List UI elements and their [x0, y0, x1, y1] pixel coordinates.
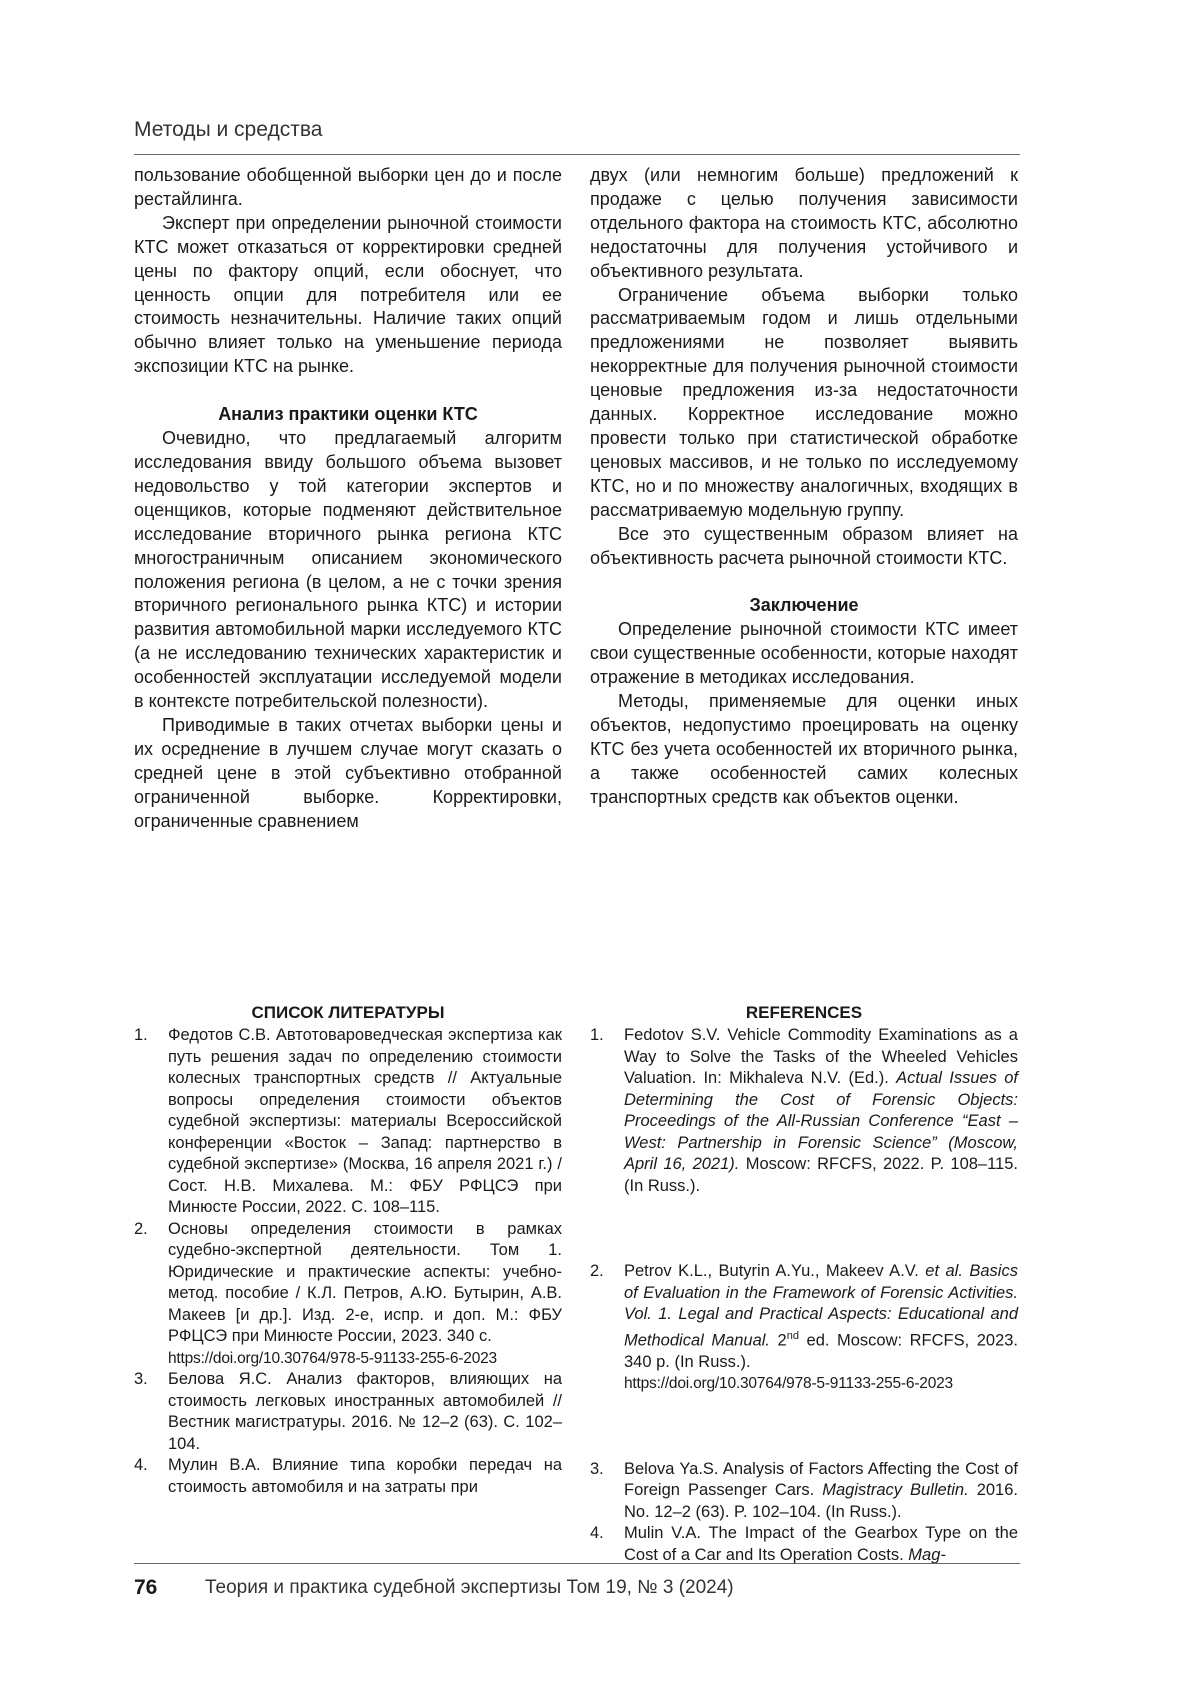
- references-ru-title: СПИСОК ЛИТЕРАТУРЫ: [251, 1003, 445, 1022]
- doi-link[interactable]: https://doi.org/10.30764/978-5-91133-255-6-2023: [168, 1349, 497, 1367]
- section-heading-conclusion: Заключение: [749, 595, 859, 616]
- references-ru: [134, 1002, 562, 1498]
- paragraph: пользование обобщенной выборки цен до и после рестайлинга.: [134, 165, 562, 209]
- header-rule: [134, 154, 1020, 155]
- page-number: 76: [134, 1576, 158, 1599]
- paragraph: Приводимые в таких отчетах выборки цены и их осреднение в лучшем случае могут сказать о средней цене в этой субъективно отобранной ограниченной выборке. Корректировки, ограниченные сравнением: [134, 714, 562, 831]
- reference-item: 4. Mulin V.A. The Impact of the Gearbox Type on the Cost of a Car and Its Operation Costs. Mag-: [590, 1524, 1018, 1564]
- reference-item: 2. Petrov K.L., Butyrin A.Yu., Makeev A.V. et al. Basics of Evaluation in the Framework of Forensic Activities. Vol. 1. Legal and Practical Aspects: Educational and Methodical Manual. 2nd ed. Moscow: RFCFS, 2023. 340 p. (In Russ.). https://doi.org/10.30764/978-5-91133-255-6-2023: [590, 1261, 1018, 1395]
- paragraph: Очевидно, что предлагаемый алгоритм исследования ввиду большого объема вызовет недовольство у той категории экспертов и оценщиков, которые подменяют действительное исследование вторичного рынка региона КТС многостраничным описанием экономического положения региона (в целом, а не с точки зрения вторичного регионального рынка КТС) и истории развития автомобильной марки исследуемого КТС (а не исследованию технических характеристик и особенностей эксплуатации исследуемой модели в контексте потребительской полезности).: [134, 428, 562, 712]
- doi-link[interactable]: https://doi.org/10.30764/978-5-91133-255-6-2023: [624, 1375, 953, 1392]
- paragraph: Ограничение объема выборки только рассматриваемым годом и лишь отдельными предложениями не позволяет выявить некорректные для получения рыночной стоимости ценовые предложения из-за недостаточности данных. Корректное исследование можно провести только при статистической обработке ценовых массивов, и не только по исследуемому КТС, но и по множеству аналогичных, входящих в рассматриваемую модельную группу.: [590, 284, 1018, 520]
- paragraph: Методы, применяемые для оценки иных объектов, недопустимо проецировать на оценку КТС без учета особенностей их вторичного рынка, а также особенностей самих колесных транспортных средств как объектов оценки.: [590, 691, 1018, 807]
- right-column: [590, 164, 1018, 810]
- journal-title: Теория и практика судебной экспертизы Том 19, № 3 (2024): [205, 1577, 734, 1598]
- reference-item: 1. Fedotov S.V. Vehicle Commodity Examinations as a Way to Solve the Tasks of the Wheeled Vehicles Valuation. In: Mikhaleva N.V. (Ed.). Actual Issues of Determining the Cost of Forensic Objects: Proceedings of the All-Russian Conference “East – West: Partnership in Forensic Science” (Moscow, April 16, 2021). Moscow: RFCFS, 2022. P. 108–115. (In Russ.).: [590, 1026, 1018, 1195]
- reference-item: 4. Мулин В.А. Влияние типа коробки передач на стоимость автомобиля и на затраты при: [134, 1456, 562, 1496]
- reference-item: 3. Белова Я.С. Анализ факторов, влияющих на стоимость легковых иностранных автомобилей // Вестник магистратуры. 2016. № 12–2 (63). С. 102–104.: [134, 1370, 562, 1453]
- paragraph: двух (или немногим больше) предложений к продаже с целью получения зависимости отдельного фактора на стоимость КТС, абсолютно недостаточны для получения устойчивого и объективного результата.: [590, 165, 1018, 281]
- reference-item: 1. Федотов С.В. Автотовароведческая экспертиза как путь решения задач по определению стоимости колесных транспортных средств // Актуальные вопросы определения стоимости объектов судебной экспертизы: материалы Всероссийской конференции «Восток – Запад: партнерство в судебной экспертизе» (Москва, 16 апреля 2021 г.) / Сост. Н.В. Михалева. М.: ФБУ РФЦСЭ при Минюсте России, 2022. С. 108–115.: [134, 1026, 562, 1216]
- paragraph: Все это существенным образом влияет на объективность расчета рыночной стоимости КТС.: [590, 523, 1018, 568]
- reference-item: 3. Belova Ya.S. Analysis of Factors Affecting the Cost of Foreign Passenger Cars. Magistracy Bulletin. 2016. No. 12–2 (63). P. 102–104. (In Russ.).: [590, 1459, 1018, 1521]
- paragraph: Эксперт при определении рыночной стоимости КТС может отказаться от корректировки средней цены по фактору опций, если обоснует, что ценность опции для потребителя или ее стоимость незначительны. Наличие таких опций обычно влияет только на уменьшение периода экспозиции КТС на рынке.: [134, 212, 562, 377]
- references-en: [590, 1002, 1018, 1566]
- paragraph: Определение рыночной стоимости КТС имеет свои существенные особенности, которые находят отражение в методиках исследования.: [590, 619, 1018, 688]
- left-column: [134, 164, 562, 833]
- reference-item: 2. Основы определения стоимости в рамках судебно-экспертной деятельности. Том 1. Юридические и практические аспекты: учебно-метод. пособие / К.Л. Петров, А.Ю. Бутырин, А.В. Макеев [и др.]. Изд. 2-е, испр. и доп. М.: ФБУ РФЦСЭ при Минюсте России, 2023. 340 с. https://doi.org/10.30764/978-5-91133-255-6-2023: [134, 1219, 562, 1370]
- references-en-title: REFERENCES: [745, 1003, 863, 1022]
- section-heading-practice: Анализ практики оценки КТС: [218, 404, 478, 425]
- running-head: Методы и средства: [134, 118, 323, 141]
- footer-rule: [134, 1563, 1020, 1564]
